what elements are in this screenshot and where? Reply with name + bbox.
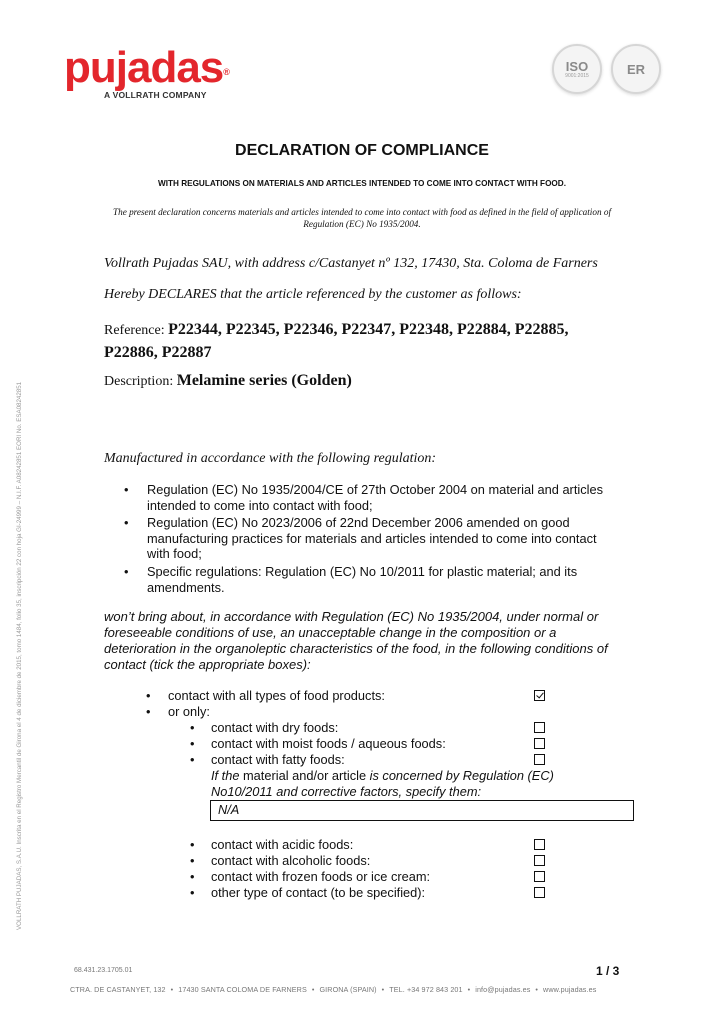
footer-email[interactable]: info@pujadas.es — [475, 985, 531, 994]
footer-city: 17430 SANTA COLOMA DE FARNERS — [178, 985, 307, 994]
checkbox-other[interactable] — [534, 887, 545, 898]
corrective-factors-note: If the material and/or article is concerned by Regulation (EC) No10/2011 and corrective factors, specify them: — [211, 768, 554, 799]
checkbox-all-types[interactable] — [534, 690, 545, 701]
company-logo — [64, 43, 229, 100]
bullet: • — [124, 482, 129, 497]
document-code: 68.431.23.1705.01 — [74, 967, 133, 974]
footer-street: CTRA. DE CASTANYET, 132 — [70, 985, 166, 994]
bullet: • — [146, 704, 151, 719]
page-number: 1 / 3 — [596, 964, 620, 978]
checkbox-fatty[interactable] — [534, 754, 545, 765]
contact-label: contact with frozen foods or ice cream: — [211, 869, 431, 884]
document-title: DECLARATION OF COMPLIANCE — [235, 142, 489, 159]
contact-label: contact with all types of food products: — [168, 688, 385, 703]
reference-block — [104, 319, 624, 365]
er-certification-seal — [611, 44, 661, 94]
regulation-list — [124, 482, 614, 597]
checkbox-alcoholic[interactable] — [534, 855, 545, 866]
list-item: • Regulation (EC) No 1935/2004/CE of 27th October 2004 on material and articles intended to come into contact with food; — [124, 482, 603, 513]
list-item: • Specific regulations: Regulation (EC) No 10/2011 for plastic material; and its amendments. — [124, 563, 578, 595]
document-subtitle: WITH REGULATIONS ON MATERIALS AND ARTICLES INTENDED TO COME INTO CONTACT WITH FOOD. — [158, 179, 566, 188]
corrective-factors-field[interactable]: N/A — [210, 800, 634, 821]
footer-website[interactable]: www.pujadas.es — [543, 985, 597, 994]
reference-value: P22344, P22345, P22346, P22347, P22348, P22884, P22885, P22886, P22887 — [104, 321, 569, 361]
checkbox-dry[interactable] — [534, 722, 545, 733]
contact-label: contact with dry foods: — [211, 720, 339, 735]
iso-standard: 9001:2015 — [565, 72, 589, 79]
er-label: ER — [626, 61, 646, 77]
registry-side-text: VOLLRATH PUJADAS, S.A.U. Inscrita en el Registro Mercantil de Girona el 4 de diciembre de 2015, tomo 1484, folio 35, inscripción 22 con hoja GI-24999 – N.I.F. A08242851 EORI No. ESA08242851 — [16, 381, 23, 930]
checkbox-frozen[interactable] — [534, 871, 545, 882]
contact-label: contact with fatty foods: — [211, 752, 345, 767]
reference-label: Reference: — [104, 323, 169, 338]
manufactured-line: Manufactured in accordance with the following regulation: — [104, 451, 437, 466]
description-block — [104, 372, 352, 390]
contact-label: contact with acidic foods: — [211, 837, 354, 852]
footer-region: GIRONA (SPAIN) — [319, 985, 377, 994]
bullet: • — [190, 853, 195, 868]
contact-label: contact with alcoholic foods: — [211, 853, 371, 868]
checkbox-moist[interactable] — [534, 738, 545, 749]
footer-phone: TEL. +34 972 843 201 — [389, 985, 463, 994]
description-label: Description: — [104, 374, 177, 389]
contact-label: or only: — [168, 704, 210, 719]
company-line: Vollrath Pujadas SAU, with address c/Castanyet nº 132, 17430, Sta. Coloma de Farners — [104, 256, 598, 271]
list-item: • Regulation (EC) No 2023/2006 of 22nd December 2006 amended on good manufacturing practices for materials and articles intended to come into contact with food; — [124, 515, 597, 562]
footer-address: CTRA. DE CASTANYET, 132 • 17430 SANTA COLOMA DE FARNERS • GIRONA (SPAIN) • TEL. +34 972 843 201 • info@pujadas.es • www.pujadas.es — [70, 985, 597, 994]
bullet: • — [190, 736, 195, 751]
logo-subtitle: A VOLLRATH COMPANY — [104, 90, 207, 100]
declares-line: Hereby DECLARES that the article referenced by the customer as follows: — [104, 287, 522, 302]
bullet: • — [124, 515, 129, 531]
contact-label: contact with moist foods / aqueous foods: — [211, 736, 446, 751]
bullet: • — [190, 869, 195, 884]
bullet: • — [190, 720, 195, 735]
bullet: • — [146, 688, 151, 703]
bullet: • — [124, 563, 129, 579]
bullet: • — [190, 837, 195, 852]
contact-label: other type of contact (to be specified): — [211, 885, 426, 900]
description-value: Melamine series (Golden) — [176, 372, 352, 389]
conditions-paragraph: won’t bring about, in accordance with Regulation (EC) No 1935/2004, under normal or foreseeable conditions of use, an unacceptable change in the composition or a deterioration in the organoleptic characteristics of the food, in the following conditions of contact (tick the appropriate boxes): — [104, 609, 608, 672]
intro-paragraph: The present declaration concerns materials and articles intended to come into contact with food as defined in the field of application of Regulation (EC) No 1935/2004. — [112, 207, 611, 229]
logo-wordmark: pujadas® — [64, 43, 229, 92]
iso-certification-seal — [552, 44, 602, 94]
iso-label: ISO — [565, 58, 589, 74]
bullet: • — [190, 752, 195, 767]
bullet: • — [190, 885, 195, 900]
checkbox-acidic[interactable] — [534, 839, 545, 850]
